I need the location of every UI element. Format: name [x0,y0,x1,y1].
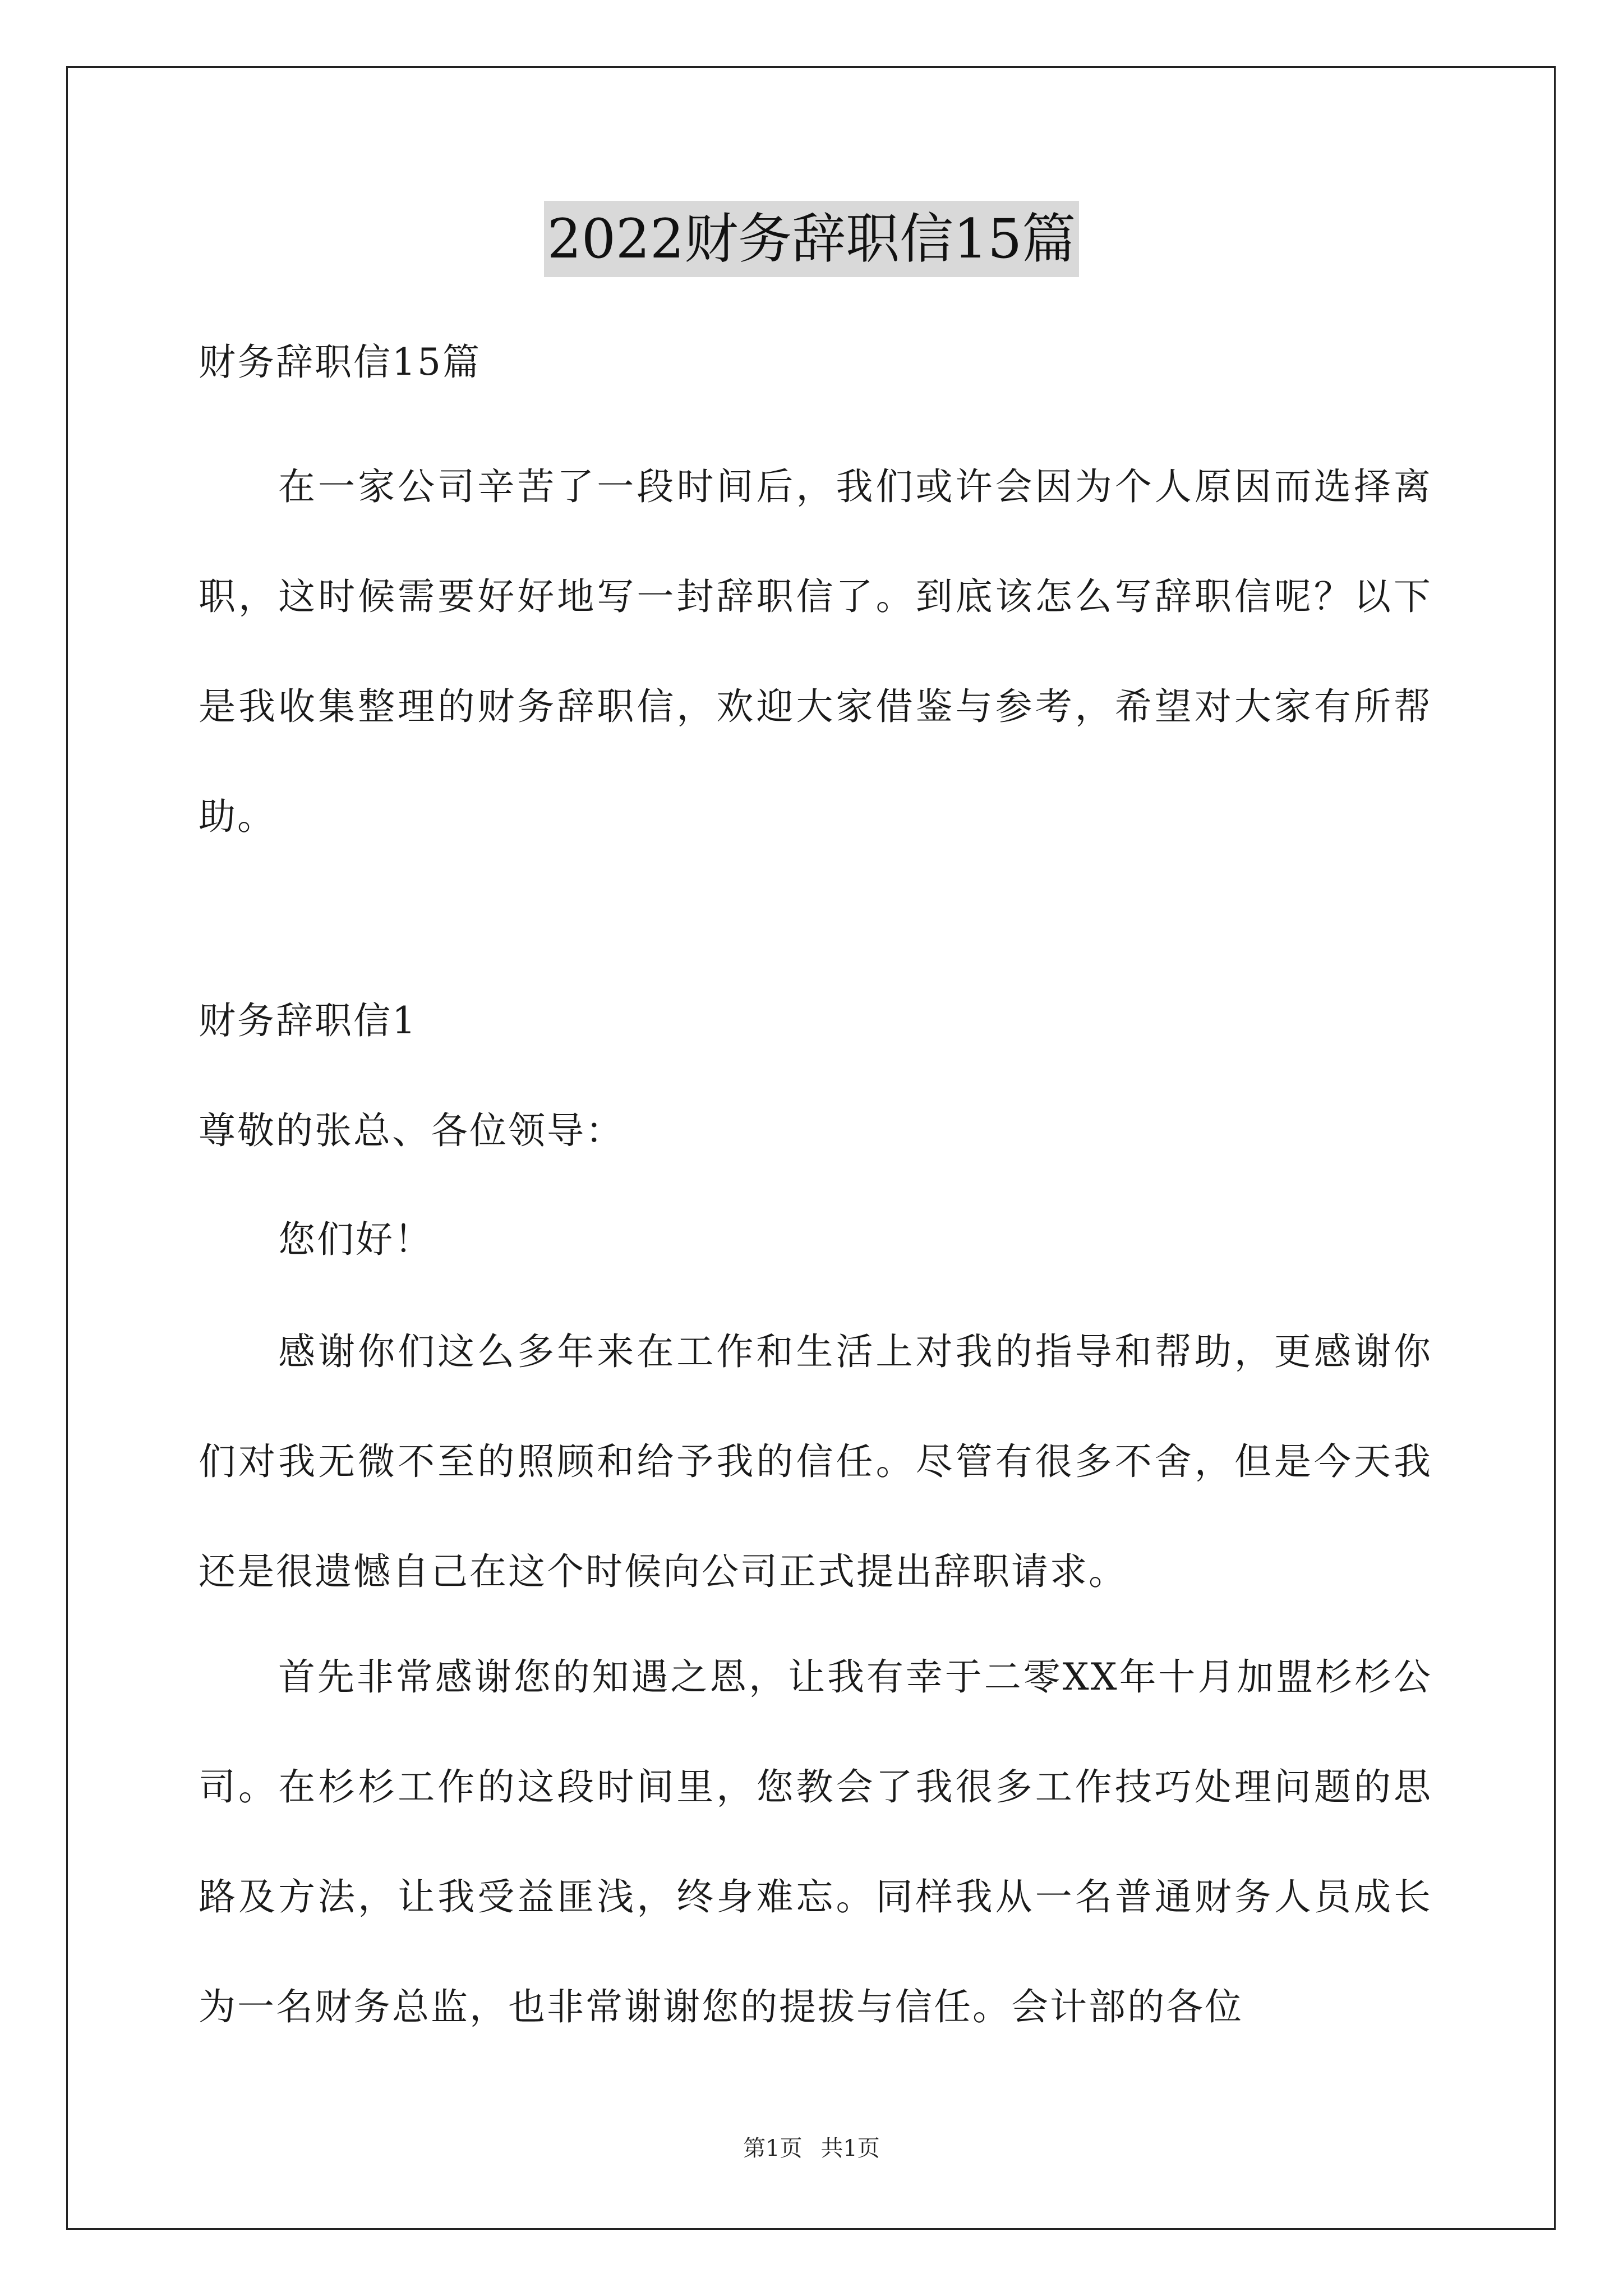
title-container [0,201,1623,277]
page-total: 共1页 [820,2136,880,2161]
page-footer [0,2132,1623,2165]
greeting: 您们好！ [278,1218,433,1261]
section-heading: 财务辞职信1 [199,999,417,1042]
page-number: 第1页 [743,2136,803,2161]
document-subtitle: 财务辞职信15篇 [199,341,481,384]
intro-paragraph: 在一家公司辛苦了一段时间后，我们或许会因为个人原因而选择离职，这时候需要好好地写一封辞职信了。到底该怎么写辞职信呢？以下是我收集整理的财务辞职信，欢迎大家借鉴与参考，希望对大家有所帮助。 [199,465,1432,838]
body-paragraph-2: 首先非常感谢您的知遇之恩，让我有幸于二零XX年十月加盟杉杉公司。在杉杉工作的这段时间里，您教会了我很多工作技巧处理问题的思路及方法，让我受益匪浅，终身难忘。同样我从一名普通财务人员成长为一名财务总监，也非常谢谢您的提拔与信任。会计部的各位 [199,1655,1432,2028]
salutation: 尊敬的张总、各位领导： [199,1109,624,1152]
body-paragraph-1: 感谢你们这么多年来在工作和生活上对我的指导和帮助，更感谢你们对我无微不至的照顾和给予我的信任。尽管有很多不舍，但是今天我还是很遗憾自己在这个时候向公司正式提出辞职请求。 [199,1330,1432,1593]
document-title: 2022财务辞职信15篇 [544,201,1079,277]
